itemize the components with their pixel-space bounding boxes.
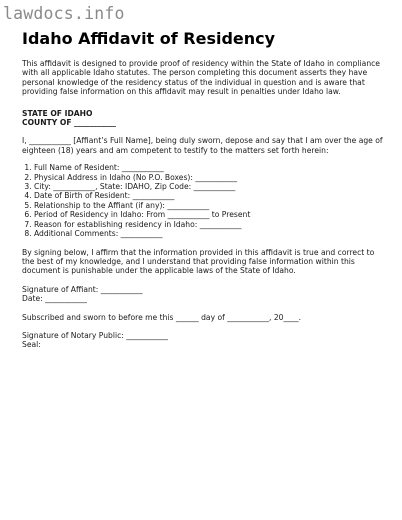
affidavit-document [22, 30, 388, 350]
venue-block [22, 109, 388, 128]
affiant-signature-line: Signature of Affiant: ___________ [22, 284, 143, 294]
affirmation-paragraph: By signing below, I affirm that the information provided in this affidavit is true and correct to the best of my knowledge, and I understand that providing false information within this document is punishable under the applicable laws of the State of Idaho. [22, 247, 375, 276]
list-item: 3. City: ___________, State: IDAHO, Zip Code: ___________ [34, 182, 388, 191]
resident-details-list [22, 163, 388, 238]
intro-paragraph: This affidavit is designed to provide proof of residency within the State of Idaho in compliance with all applicable Idaho statutes. The person completing this document asserts they have personal knowledge of the residency status of the individual in question and is aware that providing false information on this affidavit may result in penalties under Idaho law. [22, 59, 380, 97]
list-item: 8. Additional Comments: ___________ [34, 229, 388, 238]
list-item: 5. Relationship to the Affiant (if any): ___________ [34, 201, 388, 210]
notary-signature-line: Signature of Notary Public: ___________ [22, 330, 168, 340]
county-line: COUNTY OF ___________ [22, 118, 116, 128]
state-line: STATE OF IDAHO [22, 108, 93, 118]
oath-paragraph: I, ___________ [Affiant’s Full Name], being duly sworn, depose and say that I am over the age of eighteen (18) years and am competent to testify to the matters set forth herein: [22, 136, 383, 155]
site-logo[interactable]: lawdocs.info [3, 4, 125, 23]
list-item: 1. Full Name of Resident: ___________ [34, 163, 388, 172]
list-item: 2. Physical Address in Idaho (No P.O. Boxes): ___________ [34, 173, 388, 182]
list-item: 7. Reason for establishing residency in Idaho: ___________ [34, 220, 388, 229]
list-item: 6. Period of Residency in Idaho: From ___________ to Present [34, 210, 388, 219]
document-title: Idaho Affidavit of Residency [22, 29, 276, 48]
date-line: Date: ___________ [22, 294, 87, 304]
list-item: 4. Date of Birth of Resident: ___________ [34, 191, 388, 200]
seal-line: Seal: [22, 340, 41, 350]
sworn-line: Subscribed and sworn to before me this ______ day of ___________, 20____. [22, 312, 302, 322]
notary-block [22, 331, 388, 350]
affiant-signature-block [22, 285, 388, 304]
